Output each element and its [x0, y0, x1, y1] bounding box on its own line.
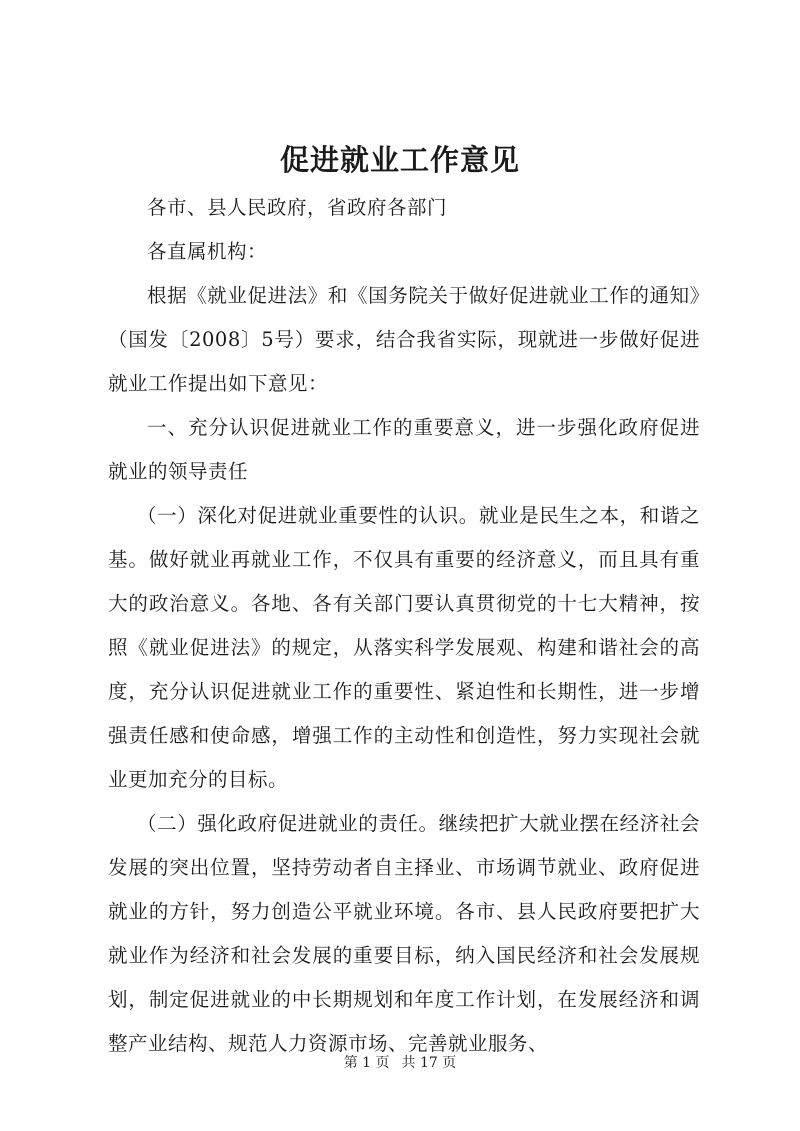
- page-total: 共 17 页: [401, 1055, 457, 1071]
- paragraph-item-2: （二）强化政府促进就业的责任。继续把扩大就业摆在经济社会发展的突出位置，坚持劳动者自主择业、市场调节就业、政府促进就业的方针，努力创造公平就业环境。各市、县人民政府要把扩大就业作为经济和社会发展的重要目标，纳入国民经济和社会发展规划，制定促进就业的中长期规划和年度工作计划，在发展经济和调整产业结构、规范人力资源市场、完善就业服务、: [108, 812, 700, 1055]
- document-body: [108, 186, 700, 1066]
- paragraph-addressee-1: 各市、县人民政府，省政府各部门: [147, 196, 448, 219]
- paragraph-preamble: 根据《就业促进法》和《国务院关于做好促进就业工作的通知》（国发〔2008〕5号）要求，结合我省实际，现就进一步做好促进就业工作提出如下意见：: [108, 284, 700, 395]
- page-number: 第 1 页: [343, 1055, 390, 1071]
- paragraph-item-1: （一）深化对促进就业重要性的认识。就业是民生之本，和谐之基。做好就业再就业工作，不仅具有重要的经济意义，而且具有重大的政治意义。各地、各有关部门要认真贯彻党的十七大精神，按照《就业促进法》的规定，从落实科学发展观、构建和谐社会的高度，充分认识促进就业工作的重要性、紧迫性和长期性，进一步增强责任感和使命感，增强工作的主动性和创造性，努力实现社会就业更加充分的目标。: [108, 504, 700, 791]
- document-title: 促进就业工作意见: [279, 143, 520, 177]
- paragraph-addressee-2: 各直属机构：: [147, 240, 268, 263]
- page-footer: [0, 1053, 800, 1073]
- section-heading-1: 一、充分认识促进就业工作的重要意义，进一步强化政府促进就业的领导责任: [108, 416, 700, 483]
